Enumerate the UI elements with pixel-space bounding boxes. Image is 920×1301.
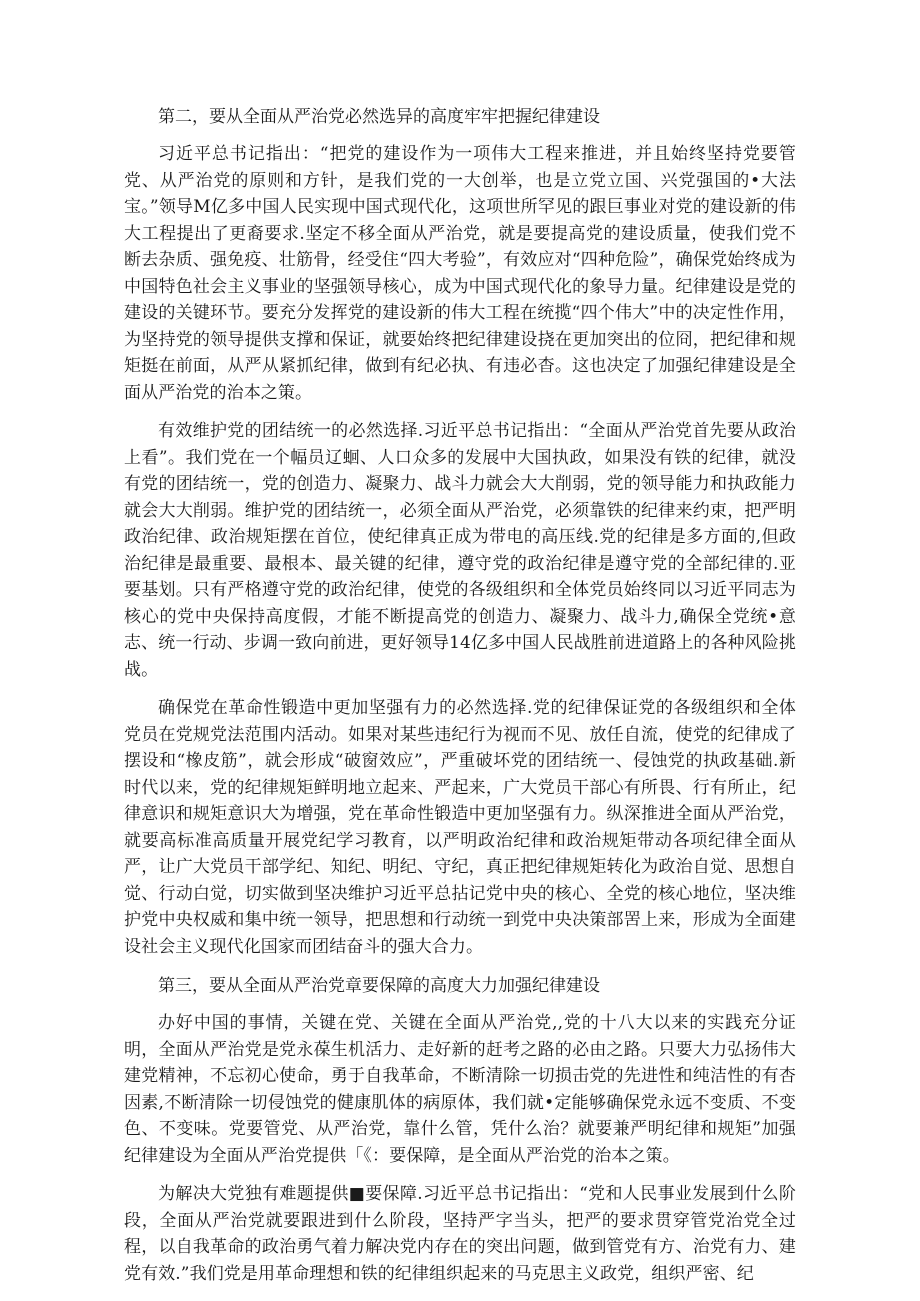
section-heading-second: 第二，要从全面从严治党必然选异的高度牢牢把握纪律建设 — [158, 107, 600, 127]
paragraph: 习近平总书记指出：“把党的建设作为一项伟大工程来推进，并且始终坚持党要管党、从严治党的原则和方针，是我们党的一大创举，也是立党立国、兴党强国的•大法宝。”领导M亿多中国人民实现中国式现代化，这项世所罕见的跟巨事业对党的建设新的伟大工程提出了更裔要求.坚定不移全面从严治党，就是要提高党的建设质量，使我们党不断去杂质、强免疫、壮筋骨，经受住“四大考验”，有效应对“四种危险”，确保党始终成为中国特色社会主义事业的坚强领导核心，成为中国式现代化的象导力量。纪律建设是党的建设的关键环节。要充分发挥党的建设新的伟大工程在统揽“四个伟大”中的决定性作用，为坚持党的领导提供支撑和保证，就要始终把纪律建设挠在更加突出的位冏，把纪律和规矩挺在前面，从严从紧抓纪律，做到有纪必执、有违必杳。这也决定了加强纪律建设是全面从严治党的治本之策。 — [124, 144, 796, 403]
section-heading-third: 第三，要从全面从严治党章要保障的高度大力加强纪律建设 — [158, 976, 600, 996]
paragraph: 办好中国的事情，关键在党、关键在全面从严治党,,党的十八大以来的实践充分证明，全面从严治党是党永葆生机活力、走好新的赶考之路的必由之路。只要大力弘扬伟大建党精神，不忘初心使命，勇于自我革命，不断清除一切损击党的先进性和纯洁性的有杏因素,不断清除一切侵蚀党的健康肌体的病原体，我们就•定能够确保党永远不变质、不变色、不变味。党要管党、从严治党，靠什么管，凭什么治？就要兼严明纪律和规矩”加强纪律建设为全面从严治党提供「《：要保障，是全面从严治党的治本之策。 — [124, 1013, 796, 1166]
paragraph: 有效维护党的团结统一的必然选择.习近平总书记指出：“全面从严治党首先要从政治上看”。我们党在一个幅员辽蛔、人口众多的发展中大国执政，如果没有铁的纪律，就没有党的团结统一，党的创造力、凝聚力、战斗力就会大大削弱，党的领导能力和执政能力就会大大削弱。维护党的团结统一，必须全面从严治党，必须靠铁的纪律来约束，把严明政治纪律、政治规矩摆在首位，使纪律真正成为带电的高压线.党的纪律是多方面的,但政治纪律是最重要、最根本、最关键的纪律，遵守党的政治纪律是遵守党的全部纪律的.亚要基划。只有严格遵守党的政治纪律，使党的各级组织和全体党员始终同以习近平同志为核心的党中央保持高度假，才能不断提高党的创造力、凝聚力、战斗力,确保全党统•意志、统一行动、步调一致向前进，更好领导14亿多中国人民战胜前进道路上的各种风险挑战。 — [124, 421, 796, 680]
paragraph: 为解决大党独有难题提供■要保障.习近平总书记指出：“党和人民事业发展到什么阶段，全面从严治党就要跟进到什么阶段，坚持严字当头，把严的要求贯穿管党治党全过程，以自我革命的政治勇气着力解决党内存在的突出问题，做到管党有方、治党有力、建党有效.”我们党是用革命理想和铁的纪律组织起来的马克思主义政党，组织严密、纪 — [124, 1184, 796, 1284]
document-page — [124, 103, 796, 1299]
paragraph: 确保党在革命性锻造中更加坚强有力的必然选择.党的纪律保证党的各级组织和全体党员在党规党法范围内活动。如果对某些违纪行为视而不见、放任自流，使党的纪律成了摆设和“橡皮筋”，就会形成“破窗效应”，严重破坏党的团结统一、侵蚀党的执政基础.新时代以来，党的纪律规矩鲜明地立起来、严起来，广大党员干部心有所畏、行有所止，纪律意识和规矩意识大为增强，党在革命性锻造中更加坚强有力。纵深推进全面从严治党，就要高标准高质量开展党纪学习教育，以严明政治纪律和政治规矩带动各项纪律全面从严，让广大党员干部学纪、知纪、明纪、守纪，真正把纪律规矩转化为政治自觉、思想自觉、行动白觉，切实做到坚决维护习近平总拈记党中央的核心、全党的核心地位，坚决维护党中央权威和集中统一领导，把思想和行动统一到党中央决策部罟上来，形成为全面建设社会主义现代化国家而团结奋斗的强大合力。 — [124, 698, 796, 957]
